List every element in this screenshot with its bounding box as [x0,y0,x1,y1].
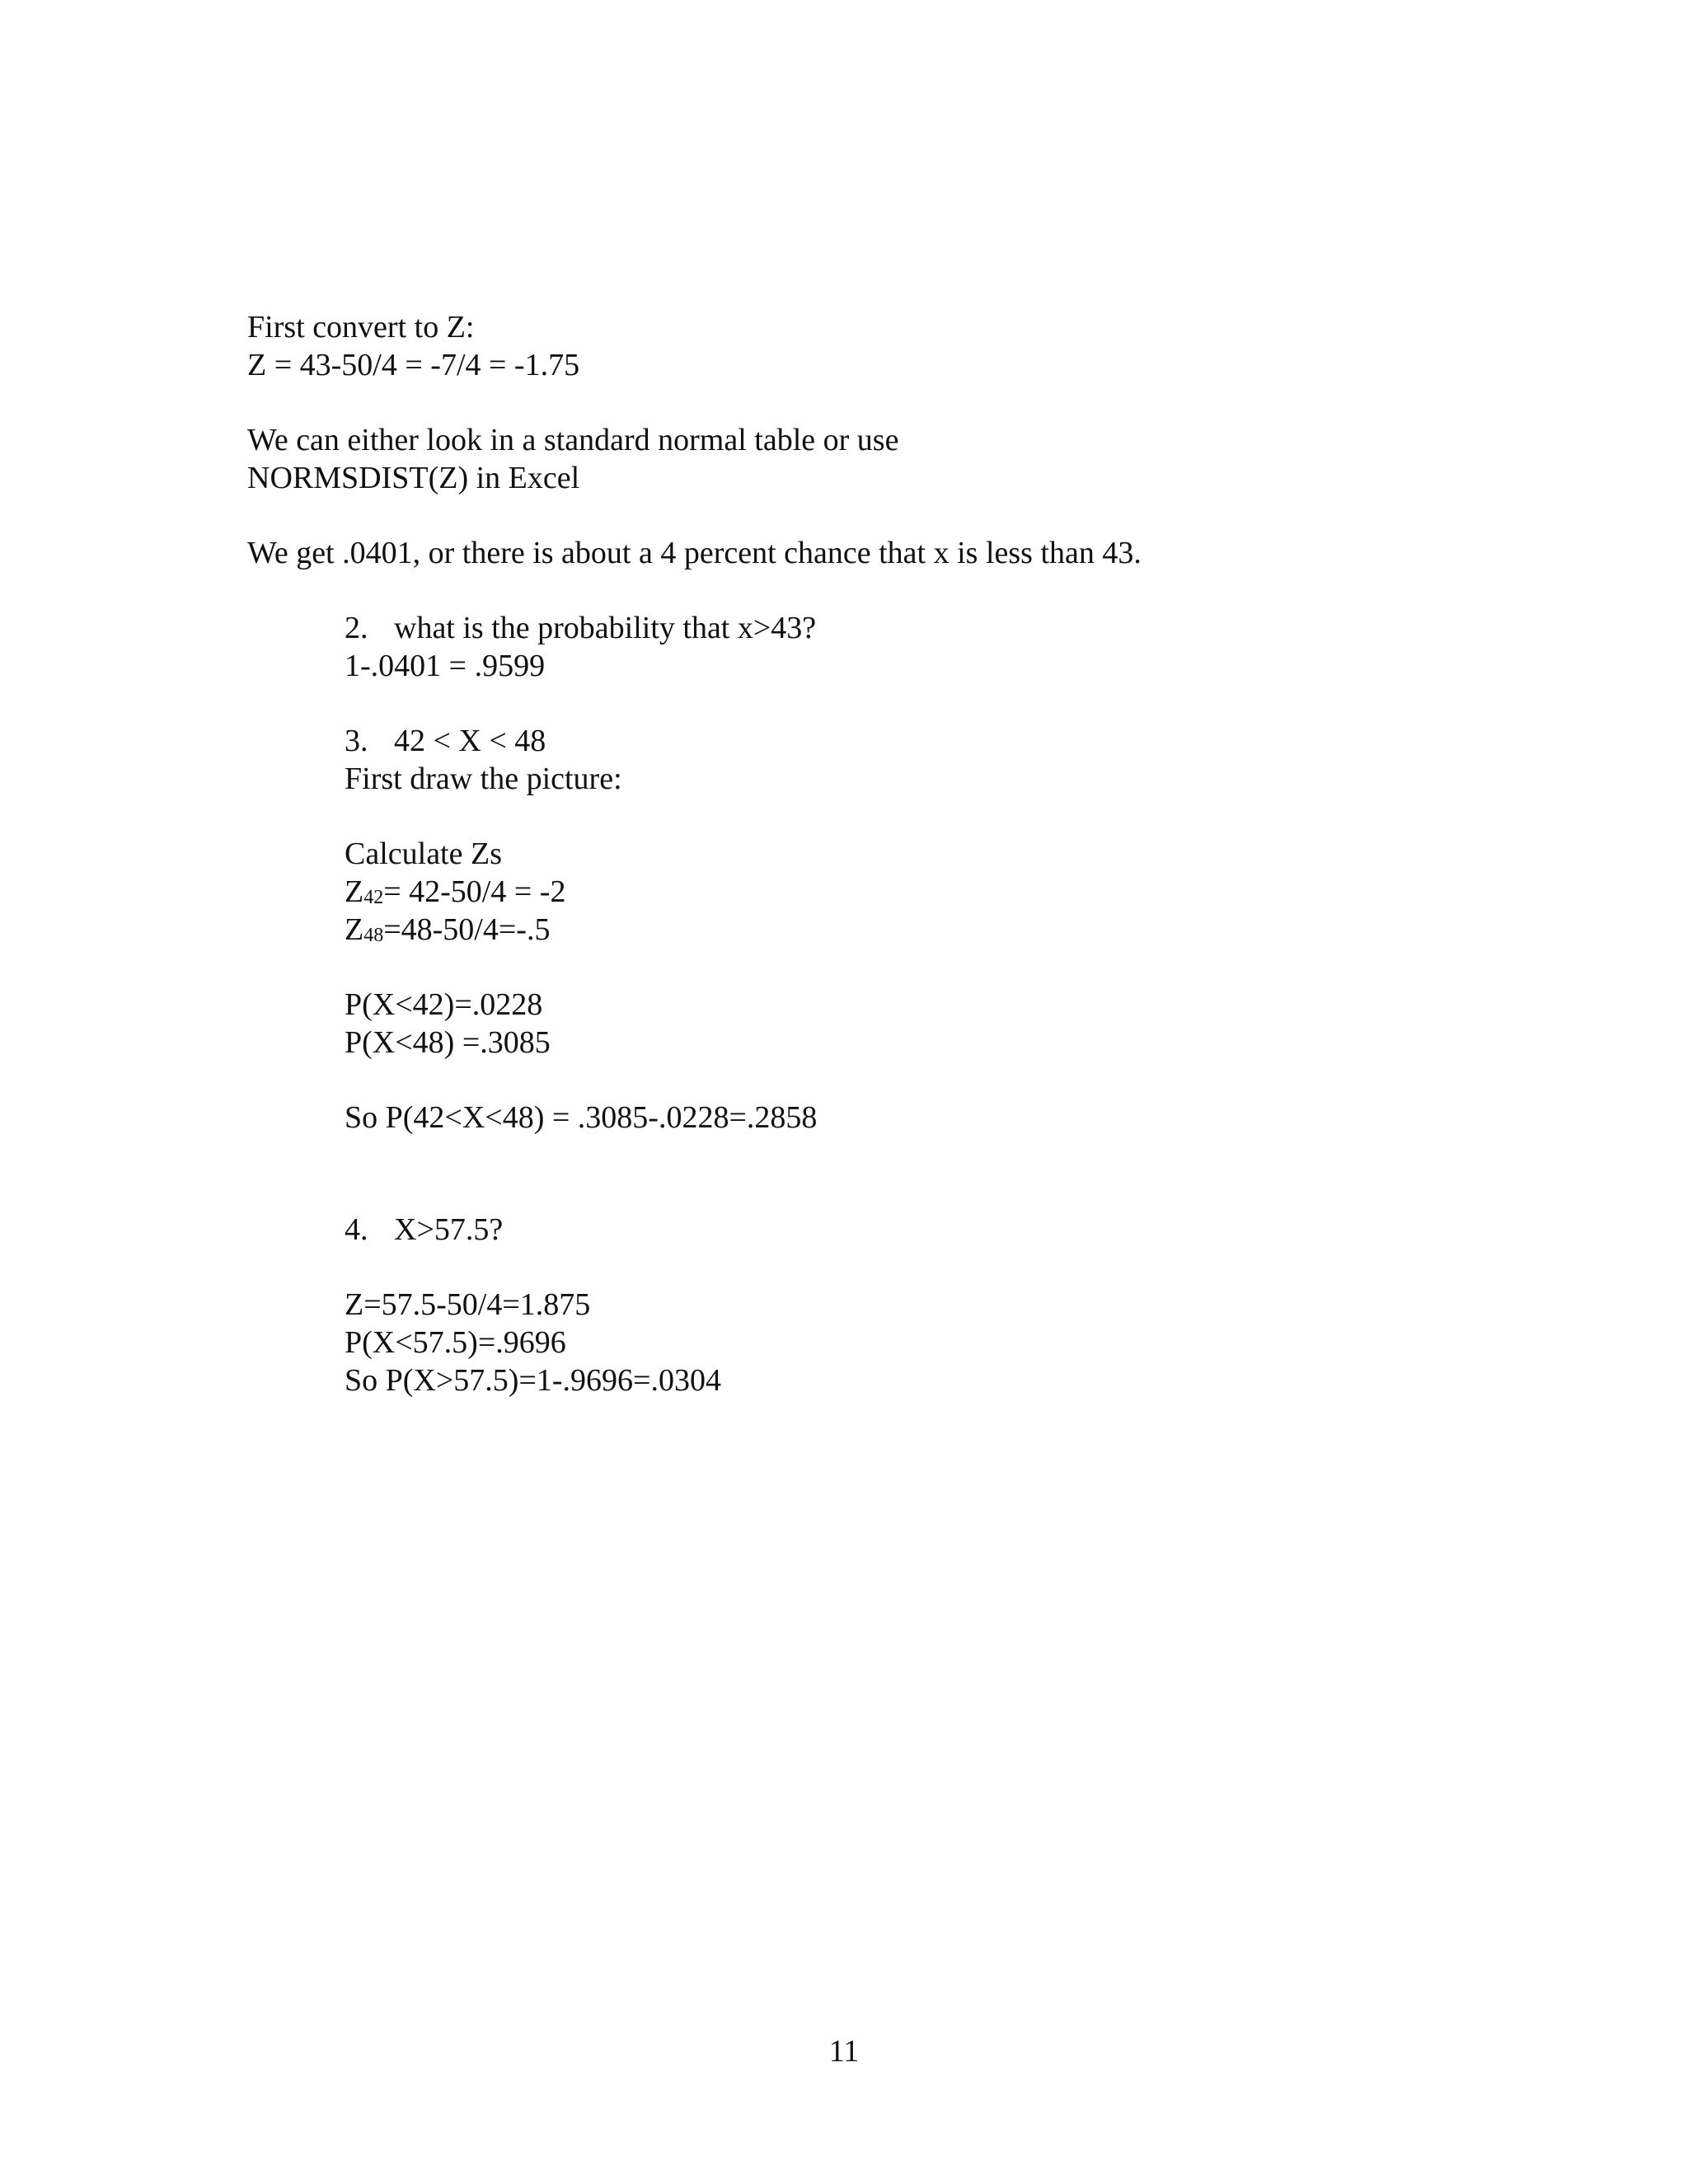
z42-formula: = 42-50/4 = -2 [383,874,566,909]
question-4-z-calculation: Z=57.5-50/4=1.875 [345,1287,591,1322]
question-3 [345,722,546,760]
z48-symbol: Z [345,912,364,947]
question-4-conclusion: So P(X>57.5)=1-.9696=.0304 [345,1363,721,1398]
question-4 [345,1211,503,1249]
question-2 [345,609,816,647]
z-calculation: Z = 43-50/4 = -7/4 = -1.75 [247,348,580,382]
method-text-line1: We can either look in a standard normal table or use [247,423,899,457]
question-2-answer: 1-.0401 = .9599 [345,649,546,683]
calculate-zs-heading: Calculate Zs [345,837,502,871]
method-text-line2: NORMSDIST(Z) in Excel [247,461,580,495]
question-4-p-less: P(X<57.5)=.9696 [345,1325,566,1360]
question-3-instruction: First draw the picture: [345,762,622,796]
p-x-less-48: P(X<48) =.3085 [345,1025,551,1060]
z48-formula: =48-50/4=-.5 [383,912,551,947]
z42-symbol: Z [345,874,364,909]
question-2-text: what is the probability that x>43? [394,611,817,645]
page-number: 11 [828,2034,860,2069]
z48-calculation [345,911,550,954]
question-3-number: 3. [345,724,368,758]
question-4-number: 4. [345,1212,368,1247]
question-3-text: 42 < X < 48 [394,724,546,758]
p-x-less-42: P(X<42)=.0228 [345,987,543,1022]
convert-heading: First convert to Z: [247,310,475,344]
z42-subscript: 42 [363,887,384,908]
z48-subscript: 48 [363,925,384,946]
question-2-number: 2. [345,611,368,645]
result-text: We get .0401, or there is about a 4 percent chance that x is less than 43. [247,536,1142,570]
question-4-text: X>57.5? [394,1212,504,1247]
question-3-conclusion: So P(42<X<48) = .3085-.0228=.2858 [345,1100,818,1135]
